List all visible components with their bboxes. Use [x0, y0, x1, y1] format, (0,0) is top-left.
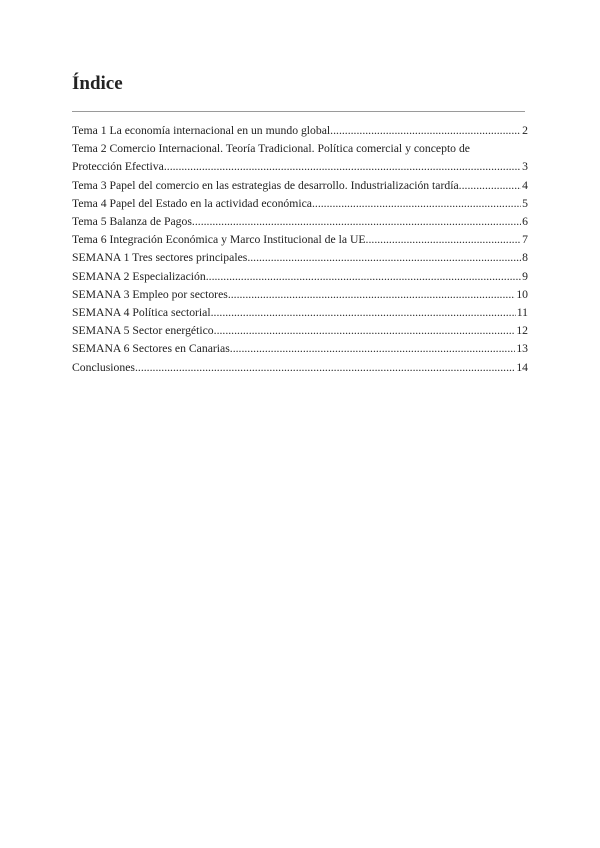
toc-entry-tema-2[interactable]: [72, 140, 528, 176]
dot-leader: [164, 158, 521, 176]
dot-leader: [312, 195, 521, 213]
toc-entry-page-number: 3: [522, 160, 528, 174]
toc-entry-tema-4[interactable]: [72, 195, 528, 213]
toc-entry-label: Tema 3 Papel del comercio en las estrategias de desarrollo. Industrialización tardía: [72, 178, 459, 192]
toc-entry-tema-1[interactable]: [72, 122, 528, 140]
toc-entry-semana-2[interactable]: [72, 268, 528, 286]
toc-entry-label: Tema 6 Integración Económica y Marco Institucional de la UE: [72, 233, 366, 247]
dot-leader: [211, 304, 516, 322]
toc-entry-page-number: 11: [516, 306, 528, 320]
toc-entry-label: SEMANA 1 Tres sectores principales: [72, 251, 248, 265]
dot-leader: [459, 177, 521, 195]
toc-entry-semana-5[interactable]: [72, 322, 528, 340]
toc-entry-page-number: 7: [522, 233, 528, 247]
toc-entry-page-number: 12: [516, 324, 528, 338]
toc-entry-label: SEMANA 6 Sectores en Canarias: [72, 342, 230, 356]
toc-entry-page-number: 4: [522, 178, 528, 192]
toc-entry-page-number: 2: [522, 124, 528, 137]
toc-entry-label: SEMANA 5 Sector energético: [72, 324, 214, 338]
toc-entry-tema-5[interactable]: [72, 213, 528, 231]
toc-entry-page-number: 10: [516, 287, 528, 301]
toc-entry-label: Tema 2 Comercio Internacional. Teoría Tradicional. Política comercial y concepto de: [72, 142, 470, 156]
dot-leader: [214, 322, 516, 340]
toc-entry-label: SEMANA 4 Política sectorial: [72, 306, 211, 320]
toc-entry-conclusiones[interactable]: [72, 359, 528, 377]
page-title: Índice: [72, 73, 123, 94]
toc-entry-page-number: 13: [516, 342, 528, 356]
toc-entry-label: Tema 4 Papel del Estado en la actividad económica: [72, 196, 312, 210]
table-of-contents: [72, 122, 528, 377]
dot-leader: [206, 268, 521, 286]
dot-leader: [247, 249, 521, 267]
toc-entry-tema-6[interactable]: [72, 231, 528, 249]
dot-leader: [192, 213, 521, 231]
toc-entry-tema-3[interactable]: [72, 177, 528, 195]
toc-entry-label: SEMANA 2 Especialización: [72, 269, 206, 283]
dot-leader: [135, 359, 515, 377]
toc-entry-semana-6[interactable]: [72, 340, 528, 358]
dot-leader: [228, 286, 516, 304]
toc-entry-label-continuation: Protección Efectiva: [72, 160, 164, 174]
dot-leader: [366, 231, 522, 249]
toc-entry-semana-1[interactable]: [72, 249, 528, 267]
toc-entry-page-number: 14: [516, 360, 528, 374]
toc-entry-label: Tema 5 Balanza de Pagos: [72, 215, 192, 229]
dot-leader: [330, 122, 521, 140]
toc-entry-page-number: 6: [522, 215, 528, 229]
toc-entry-semana-3[interactable]: [72, 286, 528, 304]
title-divider: [72, 111, 525, 112]
dot-leader: [230, 340, 516, 358]
toc-entry-semana-4[interactable]: [72, 304, 528, 322]
toc-entry-label: Conclusiones: [72, 360, 135, 374]
toc-entry-page-number: 5: [522, 196, 528, 210]
toc-entry-label: SEMANA 3 Empleo por sectores: [72, 287, 228, 301]
toc-entry-page-number: 8: [522, 251, 528, 265]
toc-entry-page-number: 9: [522, 269, 528, 283]
toc-entry-label: Tema 1 La economía internacional en un mundo global: [72, 124, 331, 137]
